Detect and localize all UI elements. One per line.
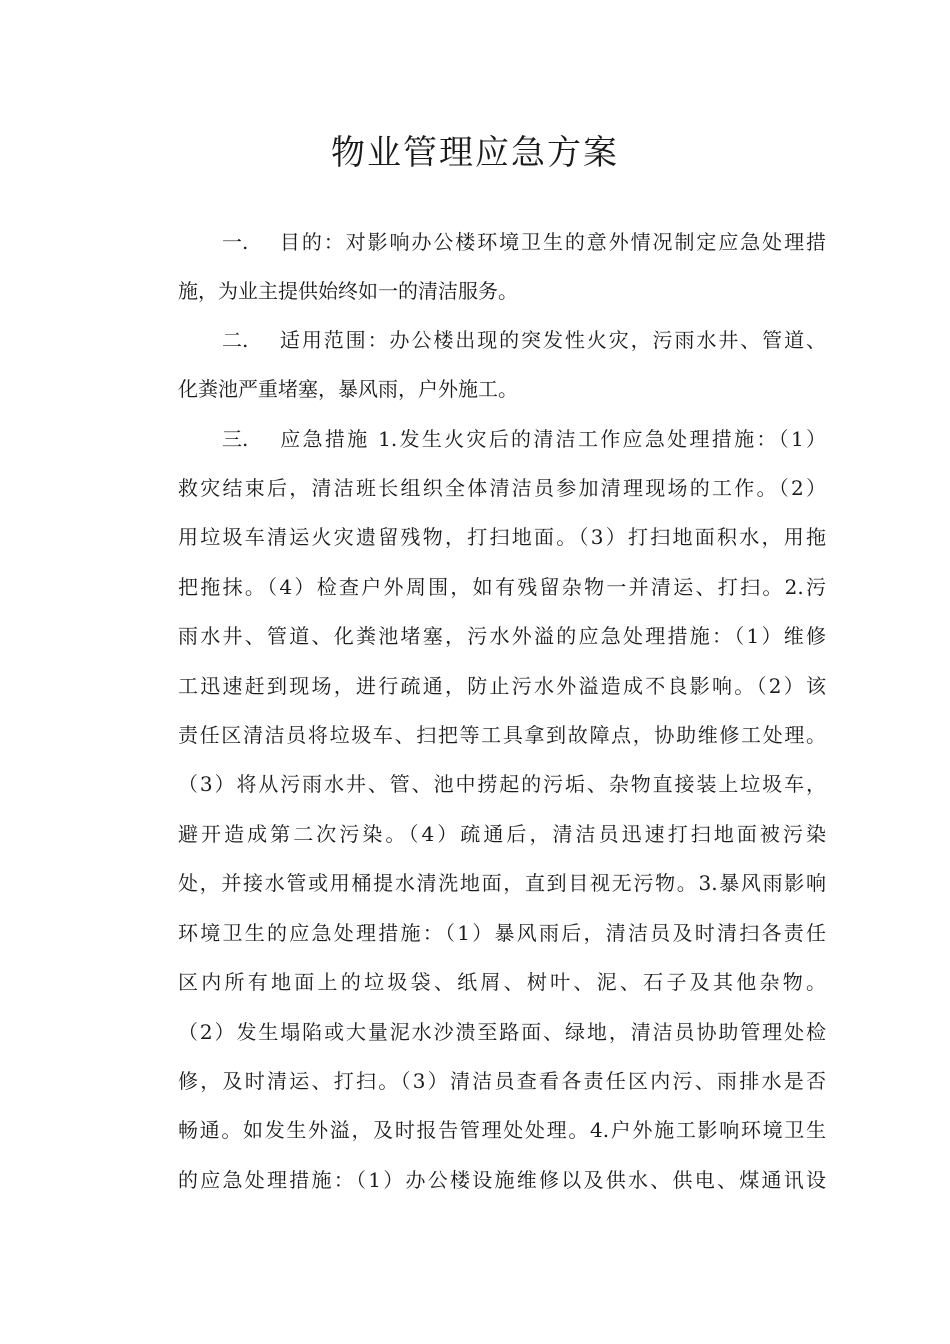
section-number: 一. xyxy=(222,230,249,254)
section-text: 适用范围：办公楼出现的突发性火灾，污雨水井、管道、 xyxy=(278,328,826,352)
paragraph-line: 处，并接水管或用桶提水清洗地面，直到目视无污物。3.暴风雨影响 xyxy=(178,871,826,895)
paragraph-line: 救灾结束后，清洁班长组织全体清洁员参加清理现场的工作。（2） xyxy=(178,476,826,500)
paragraph-line: 避开造成第二次污染。（4）疏通后，清洁员迅速打扫地面被污染 xyxy=(178,822,826,846)
paragraph-line: 责任区清洁员将垃圾车、扫把等工具拿到故障点，协助维修工处理。 xyxy=(178,723,826,747)
paragraph-line: 工迅速赶到现场，进行疏通，防止污水外溢造成不良影响。（2）该 xyxy=(178,674,826,698)
section-text: 应急措施 1.发生火灾后的清洁工作应急处理措施：（1） xyxy=(278,427,826,451)
paragraph-line: 畅通。如发生外溢，及时报告管理处处理。4.户外施工影响环境卫生 xyxy=(178,1118,826,1142)
paragraph-line: 化粪池严重堵塞，暴风雨，户外施工。 xyxy=(178,377,518,401)
paragraph-line: （3）将从污雨水井、管、池中捞起的污垢、杂物直接装上垃圾车， xyxy=(178,772,826,796)
paragraph-line: 雨水井、管道、化粪池堵塞，污水外溢的应急处理措施：（1）维修 xyxy=(178,624,826,648)
paragraph-line: 用垃圾车清运火灾遗留残物，打扫地面。（3）打扫地面积水，用拖 xyxy=(178,525,826,549)
paragraph-line: （2）发生塌陷或大量泥水沙溃至路面、绿地，清洁员协助管理处检 xyxy=(178,1020,826,1044)
paragraph-line xyxy=(222,325,826,355)
paragraph-line xyxy=(222,227,826,257)
paragraph-line: 修，及时清运、打扫。（3）清洁员查看各责任区内污、雨排水是否 xyxy=(178,1069,826,1093)
document-title: 物业管理应急方案 xyxy=(331,133,619,173)
paragraph-line xyxy=(222,424,826,454)
paragraph-line: 的应急处理措施：（1）办公楼设施维修以及供水、供电、煤通讯设 xyxy=(178,1168,826,1192)
paragraph-line: 把拖抹。（4）检查户外周围，如有残留杂物一并清运、打扫。2.污 xyxy=(178,575,826,599)
paragraph-line: 环境卫生的应急处理措施：（1）暴风雨后，清洁员及时清扫各责任 xyxy=(178,921,826,945)
section-text: 目的：对影响办公楼环境卫生的意外情况制定应急处理措 xyxy=(278,230,826,254)
paragraph-line: 施，为业主提供始终如一的清洁服务。 xyxy=(178,279,518,303)
section-number: 三. xyxy=(222,427,249,451)
section-number: 二. xyxy=(222,328,249,352)
paragraph-line: 区内所有地面上的垃圾袋、纸屑、树叶、泥、石子及其他杂物。 xyxy=(178,970,826,994)
